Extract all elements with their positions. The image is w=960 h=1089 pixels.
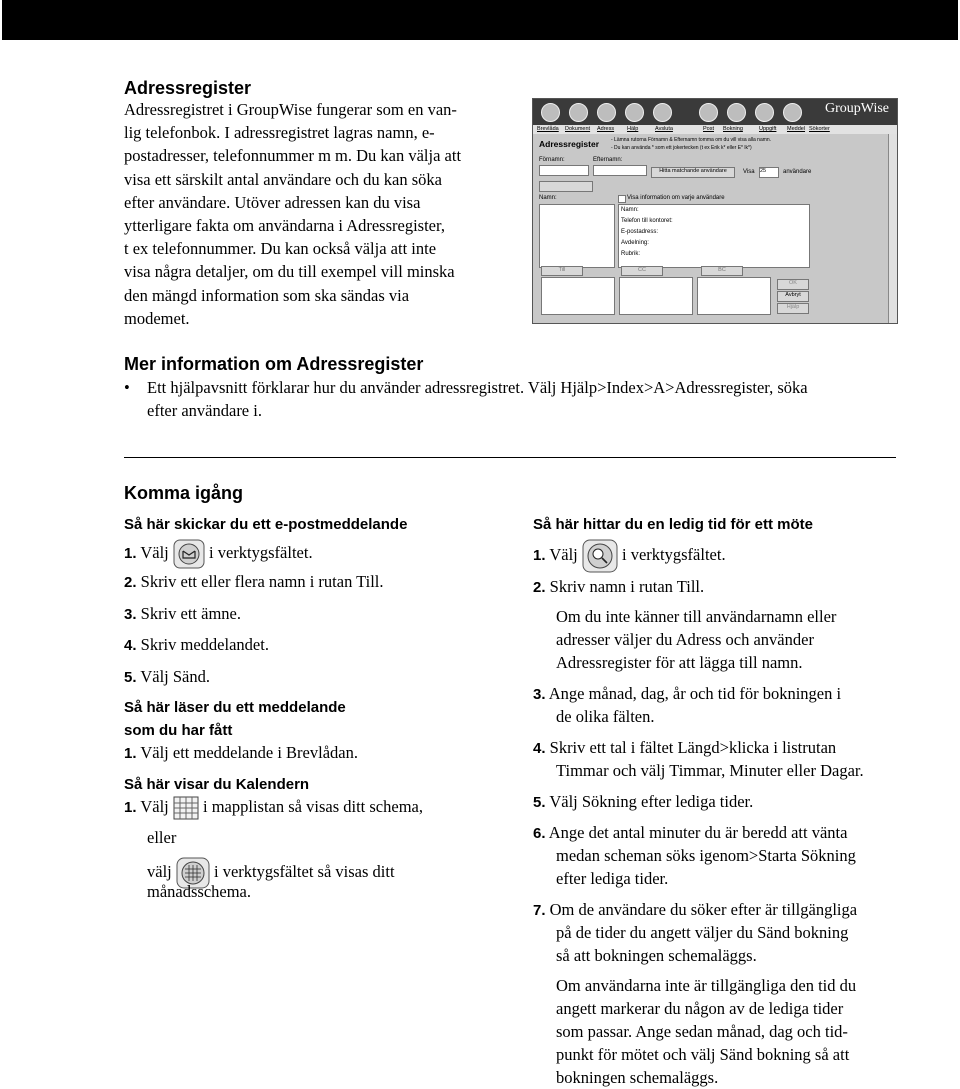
step-kalender-1: 1. Välj i mapplistan så visas ditt schema, — [124, 795, 423, 820]
step-mote-step4-cont: Timmar och välj Timmar, Minuter eller Dagar. — [556, 761, 864, 780]
scrollbar[interactable] — [888, 134, 897, 323]
efternamn-label: Efternamn: — [593, 157, 623, 163]
description-line: den mängd information som ska sändas via — [124, 285, 410, 305]
divider — [124, 457, 896, 458]
note-icon — [783, 103, 802, 122]
step-mote-step6-cont: medan scheman söks igenom>Starta Sökning — [556, 846, 856, 865]
description-line: lig telefonbok. I adressregistret lagras namn, e- — [124, 123, 435, 143]
step-mote-2-extra: Om du inte känner till användarnamn eller — [556, 607, 837, 626]
cc-tab[interactable]: CC — [621, 266, 663, 276]
step-skicka-1: 1. Välj i verktygsfältet. — [124, 539, 313, 569]
step-text: Skriv ett ämne. — [140, 603, 241, 623]
hjalp-button[interactable]: Hjälp — [777, 303, 809, 314]
fornamn-field[interactable] — [539, 165, 589, 176]
step-mote-2-extra: Adressregister för att lägga till namn. — [556, 653, 803, 672]
till-field[interactable] — [541, 277, 615, 315]
ok-button[interactable]: OK — [777, 279, 809, 290]
info-field: Avdelning: — [621, 240, 649, 246]
info-field: Namn: — [621, 207, 639, 213]
groupwise-logo: GroupWise — [825, 101, 889, 116]
info-field: E-postadress: — [621, 229, 659, 235]
booking-icon — [727, 103, 746, 122]
description-line: t ex telefonnummer. Du kan också välja att inte — [124, 239, 437, 259]
subhead-kalender: Så här visar du Kalendern — [124, 776, 310, 793]
description-line: postadresser, telefonnummer m m. Du kan välja att — [124, 146, 462, 166]
step-number: 5. — [124, 668, 137, 686]
eller-text: eller — [147, 828, 177, 847]
menu-item[interactable]: Post — [703, 126, 715, 132]
step-mote-2-extra: adresser väljer du Adress och använder — [556, 630, 814, 649]
step-number: 3. — [124, 605, 137, 623]
mer-info-line: Ett hjälpavsnitt förklarar hur du använder adressregistret. Välj Hjälp>Index>A>Adressregister, söka — [147, 378, 808, 397]
info-field: Telefon till kontoret: — [621, 218, 673, 224]
step-mote-7-extra: bokningen schemaläggs. — [556, 1068, 719, 1087]
groupwise-screenshot — [532, 98, 898, 324]
send-mail-icon — [173, 539, 205, 569]
step-number: 2. — [124, 574, 137, 591]
info-panel — [618, 204, 810, 268]
groupwise-menu — [533, 125, 897, 134]
anvandare-label: användare — [783, 169, 812, 175]
mer-info-line: efter användare i. — [147, 401, 262, 420]
busy-search-icon — [582, 539, 618, 573]
menu-item[interactable]: Uppgift — [759, 126, 777, 132]
step-text: Skriv namn i rutan Till. — [549, 577, 705, 596]
menu-item[interactable]: Meddel — [787, 126, 806, 132]
cc-field[interactable] — [619, 277, 693, 315]
description-line: efter användare. Utöver adressen kan du visa — [124, 192, 421, 212]
till-tab[interactable]: Till — [541, 266, 583, 276]
bullet: • — [124, 378, 130, 397]
step-skicka — [124, 570, 384, 594]
calendar-grid-icon — [173, 796, 199, 820]
subhead-skicka: Så här skickar du ett e-postmeddelande — [124, 516, 408, 533]
section-title-mer-info: Mer information om Adressregister — [124, 354, 424, 374]
hint-line: - Lämna rutorna Förnamn & Efternamn tomma om du vill visa alla namn. — [611, 137, 772, 143]
namn-list[interactable] — [539, 204, 615, 268]
menu-item[interactable]: Adress — [597, 126, 615, 132]
step-mote-step7 — [533, 898, 857, 922]
step-text: Ange det antal minuter du är beredd att vänta — [548, 823, 848, 842]
bc-field[interactable] — [697, 277, 771, 315]
calendar-icon — [569, 103, 588, 122]
section-title-adressregister: Adressregister — [124, 78, 252, 98]
description-line: modemet. — [124, 308, 190, 328]
step-mote-step3-cont: de olika fälten. — [556, 707, 655, 726]
step-mote-step7-cont: så att bokningen schemaläggs. — [556, 946, 757, 965]
step-mote-step3 — [533, 682, 841, 706]
step-skicka — [124, 633, 269, 657]
menu-item[interactable]: Brevlåda — [537, 126, 559, 132]
post-icon — [699, 103, 718, 122]
step-text: Skriv ett eller flera namn i rutan Till. — [140, 572, 384, 591]
step-text: Ange månad, dag, år och tid för bokningen i — [548, 684, 842, 703]
groupwise-toolbar — [533, 99, 897, 125]
avbryt-button[interactable]: Avbryt — [777, 291, 809, 302]
step-mote-step7-cont: på de tider du angett väljer du Sänd bokning — [556, 923, 849, 942]
visa-label: Visa — [743, 169, 755, 175]
step-text: Välj Sökning efter lediga tider. — [549, 792, 754, 811]
step-mote-7-extra: som passar. Ange sedan månad, dag och tid- — [556, 1022, 848, 1041]
step-text: Skriv ett tal i fältet Längd>klicka i listrutan — [549, 738, 837, 757]
description-line: visa några detaljer, om du till exempel vill minska — [124, 262, 455, 282]
step-number: 3. — [533, 686, 546, 703]
step-text: Välj Sänd. — [140, 666, 211, 686]
description-line: ytterligare fakta om användarna i Adressregister, — [124, 216, 445, 235]
dimmed-button — [539, 181, 593, 192]
step-mote-2 — [533, 575, 704, 599]
step-mote-7-extra: punkt för mötet och välj Sänd bokning så att — [556, 1045, 850, 1064]
header-bar — [2, 0, 958, 40]
step-mote-5 — [533, 790, 753, 814]
subhead-mote: Så här hittar du en ledig tid för ett möte — [533, 516, 814, 533]
step-mote-7-extra: Om användarna inte är tillgängliga den tid du — [556, 976, 857, 995]
mail-icon — [541, 103, 560, 122]
subhead-lasa: Så här läser du ett meddelande — [124, 699, 346, 716]
description-line: visa ett särskilt antal användare och du kan söka — [124, 169, 442, 189]
visa-info-label: Visa information om varje användare — [627, 195, 725, 201]
step-number: 5. — [533, 794, 546, 811]
folder-icon — [625, 103, 644, 122]
menu-item[interactable]: Bokning — [723, 126, 743, 132]
step-kalender-cont: månadsschema. — [147, 882, 252, 901]
visa-count-select[interactable]: 25 — [759, 167, 779, 178]
step-mote-1: 1. Välj i verktygsfältet. — [533, 539, 726, 573]
bc-tab[interactable]: BC — [701, 266, 743, 276]
step-text: Skriv meddelandet. — [140, 635, 269, 654]
step-number: 7. — [533, 902, 546, 919]
section-title-komma: Komma igång — [124, 483, 244, 503]
step-skicka — [124, 602, 241, 626]
step-number: 4. — [124, 637, 137, 654]
menu-item[interactable]: Avsluta — [655, 126, 673, 132]
menu-item[interactable]: Dokument — [565, 126, 591, 132]
step-text: Om de användare du söker efter är tillgängliga — [549, 900, 858, 919]
description-line: Adressregistret i GroupWise fungerar som en van- — [124, 100, 457, 119]
step-mote-step4 — [533, 736, 836, 760]
step-mote-step6 — [533, 821, 847, 845]
info-field: Rubrik: — [621, 251, 641, 257]
namn-label: Namn: — [539, 195, 557, 201]
panel-title: Adressregister — [539, 139, 600, 149]
step-mote-step6-cont: efter lediga tider. — [556, 869, 669, 888]
exit-icon — [653, 103, 672, 122]
step-mote-7-extra: angett markerar du någon av de lediga tider — [556, 999, 844, 1018]
menu-item[interactable]: Sökorter — [809, 126, 830, 132]
step-skicka — [124, 665, 210, 689]
task-icon — [755, 103, 774, 122]
fornamn-label: Förnamn: — [539, 157, 565, 163]
step-number: 4. — [533, 740, 546, 757]
document-icon — [597, 103, 616, 122]
step-kalender-alt: välj i verktygsfältet så visas ditt — [147, 857, 395, 889]
menu-item[interactable]: Hälp — [627, 126, 639, 132]
efternamn-field[interactable] — [593, 165, 647, 176]
step-lasa-1: 1. Välj ett meddelande i Brevlådan. — [124, 743, 358, 762]
step-number: 6. — [533, 825, 546, 842]
hint-line: - Du kan använda * som ett jokertecken (t ex Erik k* eller E* lk*) — [611, 145, 752, 151]
subhead-lasa: som du har fått — [124, 722, 233, 739]
hitta-button[interactable]: Hitta matchande användare — [651, 167, 735, 178]
step-number: 2. — [533, 579, 546, 596]
visa-info-checkbox[interactable] — [618, 195, 626, 203]
